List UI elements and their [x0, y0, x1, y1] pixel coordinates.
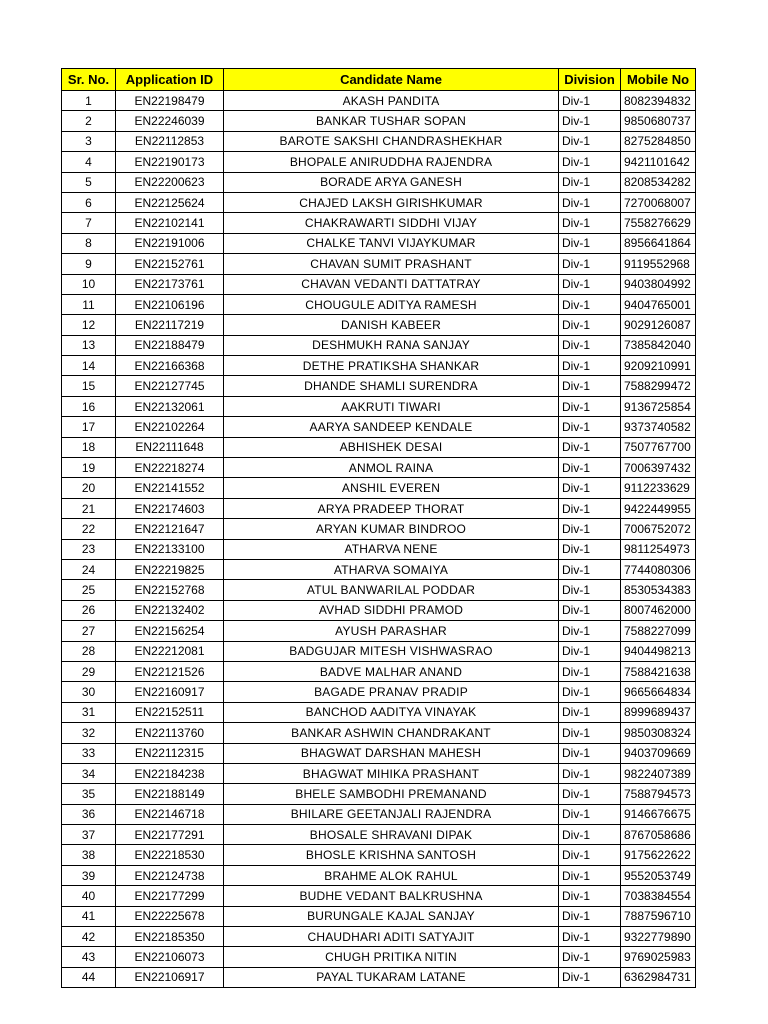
division-cell: Div-1 [559, 294, 621, 314]
mobile-no-cell: 8530534383 [621, 580, 696, 600]
mobile-no-cell: 7006752072 [621, 519, 696, 539]
sr-no-cell: 36 [62, 804, 116, 824]
division-cell: Div-1 [559, 804, 621, 824]
mobile-no-cell: 8082394832 [621, 91, 696, 111]
division-cell: Div-1 [559, 519, 621, 539]
table-row [62, 723, 696, 743]
sr-no-cell: 10 [62, 274, 116, 294]
mobile-no-cell: 9422449955 [621, 498, 696, 518]
table-row [62, 967, 696, 987]
application-id-cell: EN22127745 [116, 376, 224, 396]
table-row [62, 519, 696, 539]
sr-no-cell: 30 [62, 682, 116, 702]
table-row [62, 702, 696, 722]
table-row [62, 274, 696, 294]
table-row [62, 478, 696, 498]
application-id-cell: EN22225678 [116, 906, 224, 926]
sr-no-cell: 37 [62, 825, 116, 845]
application-id-cell: EN22184238 [116, 763, 224, 783]
application-id-cell: EN22160917 [116, 682, 224, 702]
sr-no-cell: 9 [62, 254, 116, 274]
sr-no-cell: 24 [62, 559, 116, 579]
sr-no-cell: 12 [62, 315, 116, 335]
application-id-cell: EN22152511 [116, 702, 224, 722]
table-row [62, 417, 696, 437]
application-id-cell: EN22152761 [116, 254, 224, 274]
division-cell: Div-1 [559, 600, 621, 620]
application-id-cell: EN22124738 [116, 865, 224, 885]
candidate-name-cell: BANKAR ASHWIN CHANDRAKANT [224, 723, 559, 743]
mobile-no-cell: 7744080306 [621, 559, 696, 579]
table-row [62, 131, 696, 151]
candidate-name-cell: BHOSALE SHRAVANI DIPAK [224, 825, 559, 845]
mobile-no-cell: 9146676675 [621, 804, 696, 824]
application-id-cell: EN22198479 [116, 91, 224, 111]
mobile-no-cell: 9769025983 [621, 947, 696, 967]
mobile-no-cell: 8956641864 [621, 233, 696, 253]
mobile-no-cell: 9403709669 [621, 743, 696, 763]
application-id-cell: EN22125624 [116, 192, 224, 212]
candidate-name-cell: ANMOL RAINA [224, 458, 559, 478]
division-cell: Div-1 [559, 274, 621, 294]
division-cell: Div-1 [559, 478, 621, 498]
sr-no-cell: 4 [62, 152, 116, 172]
mobile-no-cell: 9665664834 [621, 682, 696, 702]
candidate-name-cell: BANKAR TUSHAR SOPAN [224, 111, 559, 131]
application-id-cell: EN22121526 [116, 661, 224, 681]
application-id-cell: EN22106196 [116, 294, 224, 314]
mobile-no-cell: 9373740582 [621, 417, 696, 437]
division-cell: Div-1 [559, 131, 621, 151]
mobile-no-cell: 7558276629 [621, 213, 696, 233]
mobile-no-cell: 7038384554 [621, 886, 696, 906]
application-id-cell: EN22106073 [116, 947, 224, 967]
division-cell: Div-1 [559, 233, 621, 253]
division-cell: Div-1 [559, 906, 621, 926]
table-row [62, 600, 696, 620]
mobile-no-cell: 9850308324 [621, 723, 696, 743]
table-row [62, 661, 696, 681]
table-row [62, 763, 696, 783]
mobile-no-cell: 6362984731 [621, 967, 696, 987]
division-cell: Div-1 [559, 947, 621, 967]
mobile-no-cell: 7507767700 [621, 437, 696, 457]
application-id-cell: EN22174603 [116, 498, 224, 518]
application-id-cell: EN22200623 [116, 172, 224, 192]
mobile-no-cell: 9136725854 [621, 396, 696, 416]
candidate-name-cell: ANSHIL EVEREN [224, 478, 559, 498]
table-row [62, 886, 696, 906]
candidate-name-cell: DANISH KABEER [224, 315, 559, 335]
mobile-no-cell: 7588299472 [621, 376, 696, 396]
candidate-name-cell: CHUGH PRITIKA NITIN [224, 947, 559, 967]
division-cell: Div-1 [559, 682, 621, 702]
application-id-cell: EN22117219 [116, 315, 224, 335]
table-header-row [62, 69, 696, 91]
mobile-no-cell: 9029126087 [621, 315, 696, 335]
mobile-no-cell: 8275284850 [621, 131, 696, 151]
division-cell: Div-1 [559, 111, 621, 131]
sr-no-cell: 29 [62, 661, 116, 681]
division-cell: Div-1 [559, 539, 621, 559]
table-row [62, 376, 696, 396]
table-row [62, 906, 696, 926]
candidate-name-cell: ATUL BANWARILAL PODDAR [224, 580, 559, 600]
application-id-cell: EN22132402 [116, 600, 224, 620]
table-row [62, 498, 696, 518]
division-cell: Div-1 [559, 784, 621, 804]
sr-no-cell: 38 [62, 845, 116, 865]
division-cell: Div-1 [559, 213, 621, 233]
sr-no-cell: 8 [62, 233, 116, 253]
sr-no-cell: 11 [62, 294, 116, 314]
application-id-cell: EN22102141 [116, 213, 224, 233]
table-row [62, 539, 696, 559]
sr-no-cell: 15 [62, 376, 116, 396]
table-row [62, 254, 696, 274]
table-row [62, 152, 696, 172]
division-cell: Div-1 [559, 458, 621, 478]
candidate-name-cell: CHAJED LAKSH GIRISHKUMAR [224, 192, 559, 212]
candidate-name-cell: AVHAD SIDDHI PRAMOD [224, 600, 559, 620]
candidate-name-cell: BURUNGALE KAJAL SANJAY [224, 906, 559, 926]
sr-no-cell: 26 [62, 600, 116, 620]
division-cell: Div-1 [559, 152, 621, 172]
header-candidate-name: Candidate Name [224, 69, 559, 91]
candidate-name-cell: CHAUDHARI ADITI SATYAJIT [224, 927, 559, 947]
application-id-cell: EN22111648 [116, 437, 224, 457]
application-id-cell: EN22121647 [116, 519, 224, 539]
application-id-cell: EN22166368 [116, 356, 224, 376]
division-cell: Div-1 [559, 621, 621, 641]
table-row [62, 927, 696, 947]
mobile-no-cell: 9552053749 [621, 865, 696, 885]
table-row [62, 559, 696, 579]
table-row [62, 294, 696, 314]
candidate-name-cell: BHAGWAT MIHIKA PRASHANT [224, 763, 559, 783]
division-cell: Div-1 [559, 865, 621, 885]
sr-no-cell: 20 [62, 478, 116, 498]
division-cell: Div-1 [559, 396, 621, 416]
table-row [62, 356, 696, 376]
division-cell: Div-1 [559, 927, 621, 947]
application-id-cell: EN22112315 [116, 743, 224, 763]
table-row [62, 947, 696, 967]
candidate-name-cell: AKASH PANDITA [224, 91, 559, 111]
sr-no-cell: 6 [62, 192, 116, 212]
candidate-name-cell: DESHMUKH RANA SANJAY [224, 335, 559, 355]
application-id-cell: EN22177299 [116, 886, 224, 906]
application-id-cell: EN22212081 [116, 641, 224, 661]
candidate-name-cell: AYUSH PARASHAR [224, 621, 559, 641]
application-id-cell: EN22133100 [116, 539, 224, 559]
candidate-name-cell: BAROTE SAKSHI CHANDRASHEKHAR [224, 131, 559, 151]
division-cell: Div-1 [559, 172, 621, 192]
mobile-no-cell: 9209210991 [621, 356, 696, 376]
division-cell: Div-1 [559, 845, 621, 865]
sr-no-cell: 1 [62, 91, 116, 111]
sr-no-cell: 40 [62, 886, 116, 906]
sr-no-cell: 2 [62, 111, 116, 131]
sr-no-cell: 34 [62, 763, 116, 783]
candidate-name-cell: BHILARE GEETANJALI RAJENDRA [224, 804, 559, 824]
division-cell: Div-1 [559, 559, 621, 579]
division-cell: Div-1 [559, 723, 621, 743]
application-id-cell: EN22173761 [116, 274, 224, 294]
candidate-name-cell: CHAVAN VEDANTI DATTATRAY [224, 274, 559, 294]
sr-no-cell: 18 [62, 437, 116, 457]
application-id-cell: EN22218274 [116, 458, 224, 478]
candidate-name-cell: DHANDE SHAMLI SURENDRA [224, 376, 559, 396]
sr-no-cell: 19 [62, 458, 116, 478]
candidate-name-cell: ATHARVA SOMAIYA [224, 559, 559, 579]
sr-no-cell: 13 [62, 335, 116, 355]
application-id-cell: EN22113760 [116, 723, 224, 743]
candidate-name-cell: CHAVAN SUMIT PRASHANT [224, 254, 559, 274]
division-cell: Div-1 [559, 641, 621, 661]
table-row [62, 315, 696, 335]
table-row [62, 580, 696, 600]
application-id-cell: EN22102264 [116, 417, 224, 437]
application-id-cell: EN22141552 [116, 478, 224, 498]
candidate-name-cell: AAKRUTI TIWARI [224, 396, 559, 416]
application-id-cell: EN22190173 [116, 152, 224, 172]
header-application-id: Application ID [116, 69, 224, 91]
mobile-no-cell: 9175622622 [621, 845, 696, 865]
division-cell: Div-1 [559, 743, 621, 763]
candidate-name-cell: AARYA SANDEEP KENDALE [224, 417, 559, 437]
mobile-no-cell: 8999689437 [621, 702, 696, 722]
table-row [62, 233, 696, 253]
candidate-name-cell: BORADE ARYA GANESH [224, 172, 559, 192]
table-row [62, 91, 696, 111]
mobile-no-cell: 7588227099 [621, 621, 696, 641]
table-row [62, 111, 696, 131]
application-id-cell: EN22152768 [116, 580, 224, 600]
sr-no-cell: 44 [62, 967, 116, 987]
sr-no-cell: 23 [62, 539, 116, 559]
sr-no-cell: 43 [62, 947, 116, 967]
sr-no-cell: 3 [62, 131, 116, 151]
division-cell: Div-1 [559, 254, 621, 274]
candidate-name-cell: ARYAN KUMAR BINDROO [224, 519, 559, 539]
sr-no-cell: 32 [62, 723, 116, 743]
sr-no-cell: 17 [62, 417, 116, 437]
division-cell: Div-1 [559, 886, 621, 906]
table-row [62, 458, 696, 478]
table-row [62, 335, 696, 355]
division-cell: Div-1 [559, 661, 621, 681]
candidate-name-cell: BUDHE VEDANT BALKRUSHNA [224, 886, 559, 906]
mobile-no-cell: 9421101642 [621, 152, 696, 172]
candidate-name-cell: BADGUJAR MITESH VISHWASRAO [224, 641, 559, 661]
table-row [62, 641, 696, 661]
sr-no-cell: 25 [62, 580, 116, 600]
mobile-no-cell: 9119552968 [621, 254, 696, 274]
mobile-no-cell: 9322779890 [621, 927, 696, 947]
table-row [62, 172, 696, 192]
application-id-cell: EN22246039 [116, 111, 224, 131]
division-cell: Div-1 [559, 315, 621, 335]
sr-no-cell: 27 [62, 621, 116, 641]
division-cell: Div-1 [559, 825, 621, 845]
application-id-cell: EN22112853 [116, 131, 224, 151]
mobile-no-cell: 9822407389 [621, 763, 696, 783]
division-cell: Div-1 [559, 498, 621, 518]
header-sr-no: Sr. No. [62, 69, 116, 91]
division-cell: Div-1 [559, 763, 621, 783]
candidate-table [61, 68, 696, 988]
sr-no-cell: 35 [62, 784, 116, 804]
candidate-name-cell: CHAKRAWARTI SIDDHI VIJAY [224, 213, 559, 233]
division-cell: Div-1 [559, 417, 621, 437]
sr-no-cell: 31 [62, 702, 116, 722]
candidate-name-cell: CHOUGULE ADITYA RAMESH [224, 294, 559, 314]
sr-no-cell: 39 [62, 865, 116, 885]
application-id-cell: EN22191006 [116, 233, 224, 253]
application-id-cell: EN22106917 [116, 967, 224, 987]
sr-no-cell: 33 [62, 743, 116, 763]
division-cell: Div-1 [559, 580, 621, 600]
table-row [62, 743, 696, 763]
division-cell: Div-1 [559, 192, 621, 212]
application-id-cell: EN22132061 [116, 396, 224, 416]
mobile-no-cell: 7385842040 [621, 335, 696, 355]
candidate-name-cell: BAGADE PRANAV PRADIP [224, 682, 559, 702]
mobile-no-cell: 8208534282 [621, 172, 696, 192]
sr-no-cell: 22 [62, 519, 116, 539]
table-row [62, 437, 696, 457]
sr-no-cell: 41 [62, 906, 116, 926]
sr-no-cell: 16 [62, 396, 116, 416]
table-row [62, 396, 696, 416]
application-id-cell: EN22219825 [116, 559, 224, 579]
division-cell: Div-1 [559, 702, 621, 722]
application-id-cell: EN22185350 [116, 927, 224, 947]
sr-no-cell: 14 [62, 356, 116, 376]
application-id-cell: EN22188479 [116, 335, 224, 355]
mobile-no-cell: 9112233629 [621, 478, 696, 498]
mobile-no-cell: 9850680737 [621, 111, 696, 131]
sr-no-cell: 21 [62, 498, 116, 518]
spreadsheet-area [61, 68, 696, 988]
mobile-no-cell: 8767058686 [621, 825, 696, 845]
application-id-cell: EN22156254 [116, 621, 224, 641]
division-cell: Div-1 [559, 335, 621, 355]
candidate-name-cell: ABHISHEK DESAI [224, 437, 559, 457]
candidate-name-cell: BADVE MALHAR ANAND [224, 661, 559, 681]
table-row [62, 192, 696, 212]
table-row [62, 682, 696, 702]
candidate-name-cell: BHOPALE ANIRUDDHA RAJENDRA [224, 152, 559, 172]
table-row [62, 621, 696, 641]
mobile-no-cell: 7270068007 [621, 192, 696, 212]
mobile-no-cell: 7588794573 [621, 784, 696, 804]
mobile-no-cell: 9404498213 [621, 641, 696, 661]
division-cell: Div-1 [559, 91, 621, 111]
mobile-no-cell: 8007462000 [621, 600, 696, 620]
candidate-name-cell: BANCHOD AADITYA VINAYAK [224, 702, 559, 722]
division-cell: Div-1 [559, 376, 621, 396]
sr-no-cell: 7 [62, 213, 116, 233]
header-mobile-no: Mobile No [621, 69, 696, 91]
table-row [62, 825, 696, 845]
mobile-no-cell: 9403804992 [621, 274, 696, 294]
table-row [62, 784, 696, 804]
mobile-no-cell: 7006397432 [621, 458, 696, 478]
candidate-name-cell: BHELE SAMBODHI PREMANAND [224, 784, 559, 804]
candidate-name-cell: CHALKE TANVI VIJAYKUMAR [224, 233, 559, 253]
mobile-no-cell: 7588421638 [621, 661, 696, 681]
mobile-no-cell: 9404765001 [621, 294, 696, 314]
candidate-name-cell: PAYAL TUKARAM LATANE [224, 967, 559, 987]
application-id-cell: EN22146718 [116, 804, 224, 824]
division-cell: Div-1 [559, 967, 621, 987]
table-row [62, 845, 696, 865]
candidate-name-cell: DETHE PRATIKSHA SHANKAR [224, 356, 559, 376]
table-row [62, 213, 696, 233]
application-id-cell: EN22188149 [116, 784, 224, 804]
application-id-cell: EN22218530 [116, 845, 224, 865]
candidate-name-cell: ARYA PRADEEP THORAT [224, 498, 559, 518]
candidate-name-cell: BHAGWAT DARSHAN MAHESH [224, 743, 559, 763]
sr-no-cell: 42 [62, 927, 116, 947]
division-cell: Div-1 [559, 356, 621, 376]
table-row [62, 865, 696, 885]
application-id-cell: EN22177291 [116, 825, 224, 845]
sr-no-cell: 28 [62, 641, 116, 661]
mobile-no-cell: 9811254973 [621, 539, 696, 559]
candidate-name-cell: ATHARVA NENE [224, 539, 559, 559]
candidate-name-cell: BHOSLE KRISHNA SANTOSH [224, 845, 559, 865]
header-division: Division [559, 69, 621, 91]
table-row [62, 804, 696, 824]
candidate-name-cell: BRAHME ALOK RAHUL [224, 865, 559, 885]
division-cell: Div-1 [559, 437, 621, 457]
mobile-no-cell: 7887596710 [621, 906, 696, 926]
sr-no-cell: 5 [62, 172, 116, 192]
